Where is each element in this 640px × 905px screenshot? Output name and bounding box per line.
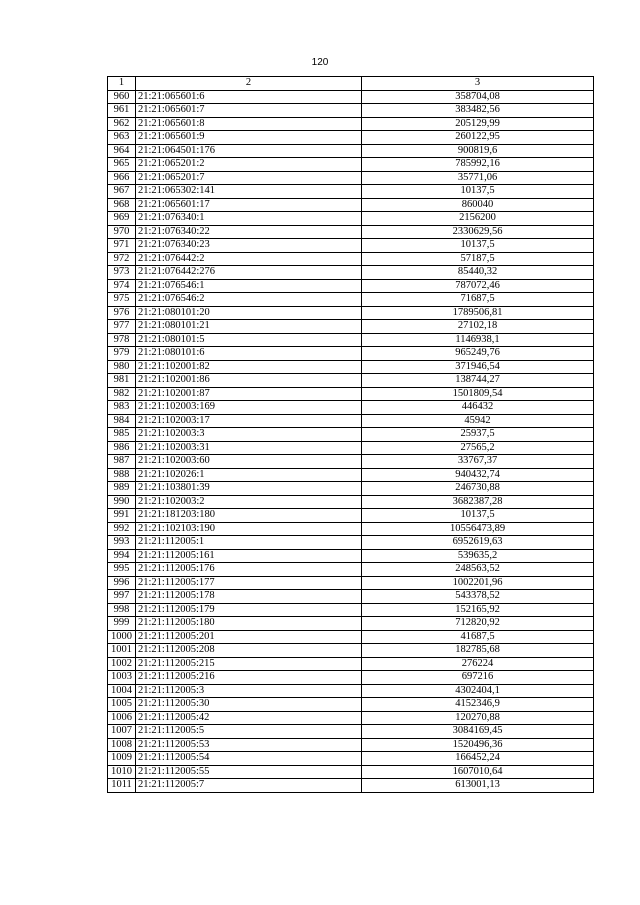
row-number-cell: 1005 — [108, 698, 136, 712]
table-row — [108, 563, 594, 577]
table-row — [108, 495, 594, 509]
table-row — [108, 225, 594, 239]
row-number-cell: 1011 — [108, 779, 136, 793]
row-number-cell: 985 — [108, 428, 136, 442]
row-number-cell: 978 — [108, 333, 136, 347]
value-cell: 182785,68 — [362, 644, 594, 658]
value-cell: 27565,2 — [362, 441, 594, 455]
table-row — [108, 212, 594, 226]
table-row — [108, 401, 594, 415]
cadastral-number-cell: 21:21:112005:30 — [136, 698, 362, 712]
row-number-cell: 976 — [108, 306, 136, 320]
row-number-cell: 1010 — [108, 765, 136, 779]
table-row — [108, 630, 594, 644]
value-cell: 543378,52 — [362, 590, 594, 604]
table-row — [108, 198, 594, 212]
row-number-cell: 967 — [108, 185, 136, 199]
table-row — [108, 144, 594, 158]
value-cell: 613001,13 — [362, 779, 594, 793]
value-cell: 10137,5 — [362, 509, 594, 523]
cadastral-number-cell: 21:21:102003:60 — [136, 455, 362, 469]
row-number-cell: 1002 — [108, 657, 136, 671]
cadastral-number-cell: 21:21:112005:161 — [136, 549, 362, 563]
value-cell: 3682387,28 — [362, 495, 594, 509]
table-row — [108, 117, 594, 131]
cadastral-number-cell: 21:21:076340:23 — [136, 239, 362, 253]
table-row — [108, 252, 594, 266]
value-cell: 10137,5 — [362, 185, 594, 199]
table-row — [108, 644, 594, 658]
value-cell: 246730,88 — [362, 482, 594, 496]
table-row — [108, 590, 594, 604]
data-table — [107, 76, 594, 793]
cadastral-number-cell: 21:21:076340:22 — [136, 225, 362, 239]
row-number-cell: 960 — [108, 90, 136, 104]
cadastral-number-cell: 21:21:112005:215 — [136, 657, 362, 671]
table-row — [108, 266, 594, 280]
value-cell: 35771,06 — [362, 171, 594, 185]
table-row — [108, 576, 594, 590]
row-number-cell: 968 — [108, 198, 136, 212]
row-number-cell: 973 — [108, 266, 136, 280]
row-number-cell: 1001 — [108, 644, 136, 658]
cadastral-number-cell: 21:21:076442:276 — [136, 266, 362, 280]
table-row — [108, 522, 594, 536]
value-cell: 4152346,9 — [362, 698, 594, 712]
value-cell: 965249,76 — [362, 347, 594, 361]
table-row — [108, 131, 594, 145]
row-number-cell: 962 — [108, 117, 136, 131]
value-cell: 1789506,81 — [362, 306, 594, 320]
table-row — [108, 360, 594, 374]
table-row — [108, 414, 594, 428]
cadastral-number-cell: 21:21:112005:42 — [136, 711, 362, 725]
cadastral-number-cell: 21:21:102026:1 — [136, 468, 362, 482]
value-cell: 4302404,1 — [362, 684, 594, 698]
row-number-cell: 970 — [108, 225, 136, 239]
table-row — [108, 306, 594, 320]
cadastral-number-cell: 21:21:102001:82 — [136, 360, 362, 374]
table-row — [108, 509, 594, 523]
table-row — [108, 536, 594, 550]
row-number-cell: 981 — [108, 374, 136, 388]
cadastral-number-cell: 21:21:112005:55 — [136, 765, 362, 779]
table-row — [108, 752, 594, 766]
row-number-cell: 999 — [108, 617, 136, 631]
cadastral-number-cell: 21:21:080101:21 — [136, 320, 362, 334]
cadastral-number-cell: 21:21:080101:20 — [136, 306, 362, 320]
cadastral-number-cell: 21:21:181203:180 — [136, 509, 362, 523]
row-number-cell: 979 — [108, 347, 136, 361]
row-number-cell: 995 — [108, 563, 136, 577]
column-header: 2 — [136, 77, 362, 91]
value-cell: 860040 — [362, 198, 594, 212]
row-number-cell: 1008 — [108, 738, 136, 752]
cadastral-number-cell: 21:21:102003:169 — [136, 401, 362, 415]
table-body — [108, 77, 594, 793]
row-number-cell: 974 — [108, 279, 136, 293]
row-number-cell: 1009 — [108, 752, 136, 766]
row-number-cell: 975 — [108, 293, 136, 307]
row-number-cell: 997 — [108, 590, 136, 604]
table-row — [108, 293, 594, 307]
row-number-cell: 966 — [108, 171, 136, 185]
cadastral-number-cell: 21:21:112005:7 — [136, 779, 362, 793]
cadastral-number-cell: 21:21:112005:1 — [136, 536, 362, 550]
row-number-cell: 987 — [108, 455, 136, 469]
cadastral-number-cell: 21:21:065601:9 — [136, 131, 362, 145]
row-number-cell: 993 — [108, 536, 136, 550]
table-row — [108, 347, 594, 361]
cadastral-number-cell: 21:21:102003:3 — [136, 428, 362, 442]
row-number-cell: 983 — [108, 401, 136, 415]
cadastral-number-cell: 21:21:076546:2 — [136, 293, 362, 307]
value-cell: 697216 — [362, 671, 594, 685]
row-number-cell: 990 — [108, 495, 136, 509]
value-cell: 27102,18 — [362, 320, 594, 334]
cadastral-number-cell: 21:21:064501:176 — [136, 144, 362, 158]
cadastral-number-cell: 21:21:065302:141 — [136, 185, 362, 199]
value-cell: 1501809,54 — [362, 387, 594, 401]
row-number-cell: 994 — [108, 549, 136, 563]
cadastral-number-cell: 21:21:102003:31 — [136, 441, 362, 455]
column-header: 3 — [362, 77, 594, 91]
value-cell: 41687,5 — [362, 630, 594, 644]
value-cell: 152165,92 — [362, 603, 594, 617]
cadastral-number-cell: 21:21:112005:54 — [136, 752, 362, 766]
cadastral-number-cell: 21:21:112005:3 — [136, 684, 362, 698]
value-cell: 33767,37 — [362, 455, 594, 469]
row-number-cell: 971 — [108, 239, 136, 253]
value-cell: 2156200 — [362, 212, 594, 226]
table-row — [108, 671, 594, 685]
row-number-cell: 996 — [108, 576, 136, 590]
cadastral-number-cell: 21:21:102103:190 — [136, 522, 362, 536]
table-row — [108, 333, 594, 347]
table-row — [108, 468, 594, 482]
cadastral-number-cell: 21:21:102003:2 — [136, 495, 362, 509]
cadastral-number-cell: 21:21:065601:6 — [136, 90, 362, 104]
table-row — [108, 104, 594, 118]
value-cell: 248563,52 — [362, 563, 594, 577]
cadastral-number-cell: 21:21:112005:178 — [136, 590, 362, 604]
value-cell: 787072,46 — [362, 279, 594, 293]
value-cell: 57187,5 — [362, 252, 594, 266]
value-cell: 260122,95 — [362, 131, 594, 145]
table-row — [108, 441, 594, 455]
cadastral-number-cell: 21:21:112005:179 — [136, 603, 362, 617]
value-cell: 3084169,45 — [362, 725, 594, 739]
cadastral-number-cell: 21:21:065201:7 — [136, 171, 362, 185]
value-cell: 446432 — [362, 401, 594, 415]
row-number-cell: 977 — [108, 320, 136, 334]
row-number-cell: 980 — [108, 360, 136, 374]
cadastral-number-cell: 21:21:076442:2 — [136, 252, 362, 266]
table-row — [108, 482, 594, 496]
column-header: 1 — [108, 77, 136, 91]
cadastral-number-cell: 21:21:065601:17 — [136, 198, 362, 212]
value-cell: 10556473,89 — [362, 522, 594, 536]
cadastral-number-cell: 21:21:112005:177 — [136, 576, 362, 590]
value-cell: 940432,74 — [362, 468, 594, 482]
value-cell: 205129,99 — [362, 117, 594, 131]
value-cell: 166452,24 — [362, 752, 594, 766]
cadastral-number-cell: 21:21:080101:5 — [136, 333, 362, 347]
table-row — [108, 239, 594, 253]
table-row — [108, 765, 594, 779]
cadastral-number-cell: 21:21:112005:53 — [136, 738, 362, 752]
table-row — [108, 725, 594, 739]
row-number-cell: 964 — [108, 144, 136, 158]
table-row — [108, 711, 594, 725]
table-row — [108, 374, 594, 388]
row-number-cell: 989 — [108, 482, 136, 496]
cadastral-number-cell: 21:21:112005:208 — [136, 644, 362, 658]
table-row — [108, 657, 594, 671]
value-cell: 120270,88 — [362, 711, 594, 725]
value-cell: 45942 — [362, 414, 594, 428]
table-row — [108, 698, 594, 712]
row-number-cell: 984 — [108, 414, 136, 428]
cadastral-number-cell: 21:21:112005:176 — [136, 563, 362, 577]
table-row — [108, 617, 594, 631]
cadastral-number-cell: 21:21:080101:6 — [136, 347, 362, 361]
cadastral-number-cell: 21:21:102003:17 — [136, 414, 362, 428]
value-cell: 276224 — [362, 657, 594, 671]
value-cell: 1002201,96 — [362, 576, 594, 590]
table-row — [108, 90, 594, 104]
value-cell: 785992,16 — [362, 158, 594, 172]
row-number-cell: 1007 — [108, 725, 136, 739]
cadastral-number-cell: 21:21:112005:5 — [136, 725, 362, 739]
table-row — [108, 738, 594, 752]
value-cell: 900819,6 — [362, 144, 594, 158]
table-row — [108, 428, 594, 442]
row-number-cell: 998 — [108, 603, 136, 617]
cadastral-number-cell: 21:21:065601:7 — [136, 104, 362, 118]
cadastral-number-cell: 21:21:102001:86 — [136, 374, 362, 388]
value-cell: 2330629,56 — [362, 225, 594, 239]
table-row — [108, 603, 594, 617]
value-cell: 539635,2 — [362, 549, 594, 563]
value-cell: 712820,92 — [362, 617, 594, 631]
cadastral-number-cell: 21:21:065201:2 — [136, 158, 362, 172]
value-cell: 358704,08 — [362, 90, 594, 104]
table-row — [108, 171, 594, 185]
row-number-cell: 988 — [108, 468, 136, 482]
value-cell: 6952619,63 — [362, 536, 594, 550]
cadastral-number-cell: 21:21:102001:87 — [136, 387, 362, 401]
value-cell: 138744,27 — [362, 374, 594, 388]
table-row — [108, 387, 594, 401]
table-row — [108, 158, 594, 172]
row-number-cell: 1000 — [108, 630, 136, 644]
row-number-cell: 982 — [108, 387, 136, 401]
row-number-cell: 1004 — [108, 684, 136, 698]
value-cell: 85440,32 — [362, 266, 594, 280]
cadastral-number-cell: 21:21:112005:201 — [136, 630, 362, 644]
value-cell: 25937,5 — [362, 428, 594, 442]
row-number-cell: 969 — [108, 212, 136, 226]
table-row — [108, 279, 594, 293]
page-number: 120 — [311, 57, 329, 68]
cadastral-number-cell: 21:21:103801:39 — [136, 482, 362, 496]
cadastral-number-cell: 21:21:076340:1 — [136, 212, 362, 226]
cadastral-number-cell: 21:21:065601:8 — [136, 117, 362, 131]
cadastral-number-cell: 21:21:112005:180 — [136, 617, 362, 631]
row-number-cell: 963 — [108, 131, 136, 145]
row-number-cell: 965 — [108, 158, 136, 172]
table-row — [108, 684, 594, 698]
value-cell: 71687,5 — [362, 293, 594, 307]
cadastral-number-cell: 21:21:076546:1 — [136, 279, 362, 293]
value-cell: 1607010,64 — [362, 765, 594, 779]
row-number-cell: 991 — [108, 509, 136, 523]
row-number-cell: 1003 — [108, 671, 136, 685]
row-number-cell: 961 — [108, 104, 136, 118]
table-row — [108, 549, 594, 563]
value-cell: 383482,56 — [362, 104, 594, 118]
row-number-cell: 986 — [108, 441, 136, 455]
value-cell: 1146938,1 — [362, 333, 594, 347]
row-number-cell: 992 — [108, 522, 136, 536]
table-header-row — [108, 77, 594, 91]
table-row — [108, 320, 594, 334]
cadastral-number-cell: 21:21:112005:216 — [136, 671, 362, 685]
table-row — [108, 455, 594, 469]
row-number-cell: 1006 — [108, 711, 136, 725]
table-row — [108, 779, 594, 793]
row-number-cell: 972 — [108, 252, 136, 266]
value-cell: 10137,5 — [362, 239, 594, 253]
value-cell: 371946,54 — [362, 360, 594, 374]
table-row — [108, 185, 594, 199]
value-cell: 1520496,36 — [362, 738, 594, 752]
